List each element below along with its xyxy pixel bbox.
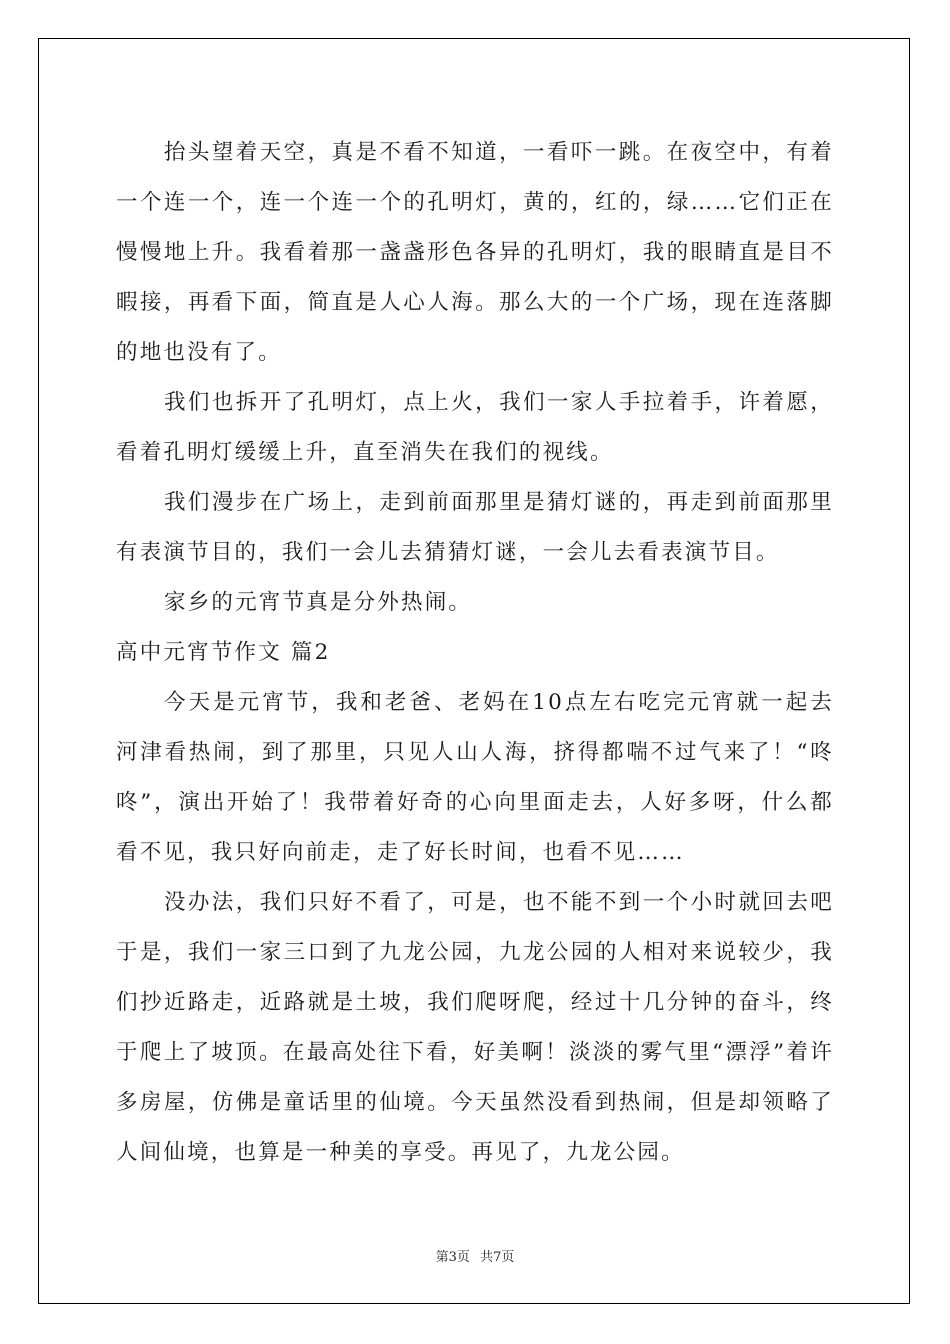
current-page-number: 第3页	[435, 1250, 470, 1265]
paragraph: 抬头望着天空，真是不看不知道，一看吓一跳。在夜空中，有着一个连一个，连一个连一个的孔明灯，黄的，红的，绿……它们正在慢慢地上升。我看着那一盏盏形色各异的孔明灯，我的眼睛直是目不暇接，再看下面，简直是人心人海。那么大的一个广场，现在连落脚的地也没有了。	[116, 140, 834, 365]
page-footer	[0, 1246, 950, 1265]
paragraph: 我们漫步在广场上，走到前面那里是猜灯谜的，再走到前面那里有表演节目的，我们一会儿去猜猜灯谜，一会儿去看表演节目。	[116, 490, 834, 565]
total-pages: 共7页	[480, 1250, 515, 1265]
document-body	[116, 128, 834, 1178]
paragraph: 没办法，我们只好不看了，可是，也不能不到一个小时就回去吧于是，我们一家三口到了九龙公园，九龙公园的人相对来说较少，我们抄近路走，近路就是土坡，我们爬呀爬，经过十几分钟的奋斗，终于爬上了坡顶。在最高处往下看，好美啊！淡淡的雾气里“漂浮”着许多房屋，仿佛是童话里的仙境。今天虽然没看到热闹，但是却领略了人间仙境，也算是一种美的享受。再见了，九龙公园。	[116, 890, 834, 1165]
paragraph: 家乡的元宵节真是分外热闹。	[164, 590, 473, 615]
section-heading: 高中元宵节作文 篇2	[116, 640, 331, 665]
paragraph: 今天是元宵节，我和老爸、老妈在10点左右吃完元宵就一起去河津看热闹，到了那里，只见人山人海，挤得都喘不过气来了！“咚咚”，演出开始了！我带着好奇的心向里面走去，人好多呀，什么都看不见，我只好向前走，走了好长时间，也看不见……	[116, 690, 834, 865]
paragraph: 我们也拆开了孔明灯，点上火，我们一家人手拉着手，许着愿，看着孔明灯缓缓上升，直至消失在我们的视线。	[116, 390, 834, 465]
